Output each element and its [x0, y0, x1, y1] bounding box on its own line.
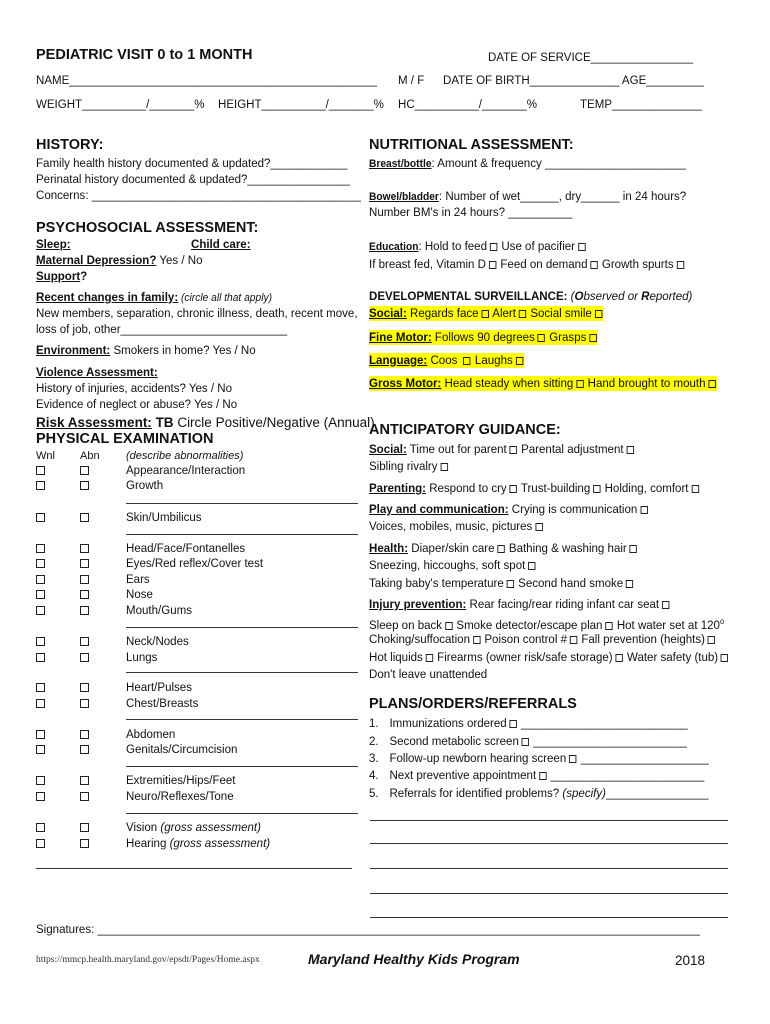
developmental-heading-row [369, 289, 692, 304]
plan-item-4-number: 4. [369, 768, 379, 782]
describe-column-header: (describe abnormalities) [126, 450, 244, 462]
exam-notes-line-growth[interactable] [126, 503, 358, 504]
dev-social-label: Social: [369, 306, 407, 320]
dev-gross-motor-row [369, 376, 717, 391]
abn-checkbox-chest-breasts[interactable] [80, 699, 89, 708]
follows-90-checkbox[interactable] [538, 334, 545, 342]
support-label: Support [36, 269, 81, 283]
injury-prevention-row [369, 597, 670, 612]
crying-checkbox[interactable] [640, 506, 647, 514]
sex-field[interactable]: M / F [398, 73, 425, 87]
choking-row [369, 632, 716, 647]
smoke-detector-text: Smoke detector/escape plan [453, 618, 603, 633]
gross-motor-label: Gross Motor: [369, 376, 442, 390]
wnl-checkbox-head-face-fontanelles[interactable] [36, 544, 45, 553]
plan-item-3-line[interactable]: ____________________ [577, 751, 709, 765]
temp-field[interactable]: TEMP______________ [580, 97, 702, 111]
exam-item-heart-pulses: Heart/Pulses [126, 680, 192, 694]
plan-item-3-number: 3. [369, 751, 379, 765]
car-seat-checkbox[interactable] [662, 601, 669, 609]
social-smile-checkbox[interactable] [595, 310, 602, 318]
abn-checkbox-abdomen[interactable] [80, 730, 89, 739]
plan-item-5-text: Referrals for identified problems? [389, 786, 563, 800]
exam-item-vision [126, 820, 261, 835]
laughs-text: Laughs [471, 353, 513, 367]
exam-item-head-face-fontanelles: Head/Face/Fontanelles [126, 541, 246, 555]
hot-water-text: Hot water set at 120 [613, 618, 720, 633]
sibling-rivalry-text: Sibling rivalry [369, 459, 438, 473]
wnl-checkbox-appearance-interaction[interactable] [36, 466, 45, 475]
abn-checkbox-lungs[interactable] [80, 653, 89, 662]
exam-item-chest-breasts: Chest/Breasts [126, 696, 199, 710]
language-label: Language: [369, 353, 428, 367]
plan-notes-line-4[interactable] [370, 893, 728, 894]
abn-checkbox-mouth-gums[interactable] [80, 606, 89, 615]
reported-text: eported) [649, 289, 693, 303]
alert-text: Alert [489, 306, 516, 320]
diaper-checkbox[interactable] [497, 545, 504, 553]
recent-changes-note: (circle all that apply) [178, 292, 272, 304]
respond-to-cry-text: Respond to cry [425, 481, 507, 495]
ag-social-row [369, 442, 635, 457]
dob-age-field[interactable]: DATE OF BIRTH______________ AGE_________ [443, 73, 704, 87]
maternal-depression-row [36, 253, 203, 268]
unattended-text: Don't leave unattended [369, 667, 488, 681]
vitamin-d-checkbox[interactable] [489, 261, 496, 269]
crying-text: Crying is communication [508, 502, 638, 516]
parental-adjustment-checkbox[interactable] [626, 446, 633, 454]
plan-notes-line-2[interactable] [370, 843, 728, 844]
plan-item-2-text: Second metabolic screen [389, 734, 519, 748]
laughs-checkbox[interactable] [516, 357, 523, 365]
concerns-line[interactable]: Concerns: __________________________________________ [36, 188, 361, 202]
risk-assessment-text[interactable]: Circle Positive/Negative (Annual) [173, 415, 375, 430]
hold-to-feed-text: : Hold to feed [418, 239, 487, 253]
page-title: PEDIATRIC VISIT 0 to 1 MONTH [36, 47, 253, 63]
program-name: Maryland Healthy Kids Program [308, 951, 520, 967]
temperature-checkbox[interactable] [507, 580, 514, 588]
abn-checkbox-head-face-fontanelles[interactable] [80, 544, 89, 553]
play-label: Play and communication: [369, 502, 509, 516]
hot-liquids-text: Hot liquids [369, 650, 423, 664]
pacifier-text: Use of pacifier [498, 239, 576, 253]
time-out-text: Time out for parent [406, 442, 507, 456]
choking-text: Choking/suffocation [369, 632, 471, 646]
abn-checkbox-neuro-reflexes-tone[interactable] [80, 792, 89, 801]
wnl-checkbox-neuro-reflexes-tone[interactable] [36, 792, 45, 801]
breast-bottle-label: Breast/bottle [369, 158, 432, 170]
exam-item-mouth-gums: Mouth/Gums [126, 603, 192, 617]
bowel-bladder-label: Bowel/bladder [369, 191, 439, 203]
exam-item-skin-umbilicus: Skin/Umbilicus [126, 510, 202, 524]
sibling-rivalry-row [369, 459, 449, 474]
observed-text: bserved or [583, 289, 642, 303]
dev-language-row [369, 353, 524, 368]
injury-prevention-label: Injury prevention: [369, 597, 467, 611]
source-url: https://mmcp.health.maryland.gov/epsdt/Pages/Home.aspx [36, 955, 260, 965]
plan-item-1-checkbox[interactable] [509, 720, 516, 728]
dev-fine-motor-row [369, 330, 598, 345]
wnl-checkbox-skin-umbilicus[interactable] [36, 513, 45, 522]
environment-row [36, 343, 256, 358]
reported-initial: R [641, 289, 650, 303]
wnl-checkbox-vision[interactable] [36, 823, 45, 832]
smoke-detector-checkbox[interactable] [605, 622, 612, 630]
tb-label: TB [151, 415, 174, 430]
trust-building-text: Trust-building [517, 481, 591, 495]
wnl-checkbox-extremities-hips-feet[interactable] [36, 776, 45, 785]
abn-checkbox-hearing[interactable] [80, 839, 89, 848]
plan-item-2 [369, 734, 687, 749]
abn-column-header: Abn [80, 450, 100, 462]
plan-item-5-line[interactable]: ________________ [605, 786, 709, 800]
exam-item-hearing [126, 836, 270, 851]
exam-item-note-hearing: (gross assessment) [166, 836, 271, 850]
risk-assessment-label: Risk Assessment: [36, 415, 152, 430]
support-row [36, 269, 87, 284]
second-hand-smoke-text: Second hand smoke [514, 576, 624, 590]
fall-prevention-checkbox[interactable] [708, 636, 715, 644]
recent-changes-label: Recent changes in family: [36, 290, 179, 304]
exam-item-abdomen: Abdomen [126, 727, 176, 741]
physical-exam-heading: PHYSICAL EXAMINATION [36, 431, 214, 447]
nutritional-heading: NUTRITIONAL ASSESSMENT: [369, 137, 574, 153]
water-safety-text: Water safety (tub) [623, 650, 719, 664]
plan-item-3-text: Follow-up newborn hearing screen [389, 751, 567, 765]
holding-comfort-checkbox[interactable] [691, 485, 698, 493]
health-row [369, 541, 638, 556]
temperature-row [369, 576, 634, 591]
trust-building-checkbox[interactable] [593, 485, 600, 493]
exam-item-eyes-red-reflex-cover-test: Eyes/Red reflex/Cover test [126, 556, 264, 570]
water-safety-checkbox[interactable] [721, 654, 728, 662]
exam-notes-line-neuro-reflexes-tone[interactable] [126, 813, 358, 814]
holding-comfort-text: Holding, comfort [601, 481, 689, 495]
injuries-question[interactable]: History of injuries, accidents? Yes / No [36, 381, 232, 395]
fall-prevention-text: Fall prevention (heights) [578, 632, 705, 646]
recent-changes-other[interactable]: loss of job, other__________________________ [36, 322, 288, 336]
poison-control-text: Poison control # [481, 632, 568, 646]
exam-item-neuro-reflexes-tone: Neuro/Reflexes/Tone [126, 789, 234, 803]
plan-item-5-number: 5. [369, 786, 379, 800]
parenting-label: Parenting: [369, 481, 426, 495]
exam-notes-line-skin-umbilicus[interactable] [126, 534, 358, 535]
wnl-checkbox-hearing[interactable] [36, 839, 45, 848]
exam-item-neck-nodes: Neck/Nodes [126, 634, 189, 648]
growth-spurts-checkbox[interactable] [676, 261, 683, 269]
hand-to-mouth-checkbox[interactable] [708, 380, 715, 388]
date-of-service-field[interactable]: DATE OF SERVICE________________ [488, 50, 694, 64]
fine-motor-label: Fine Motor: [369, 330, 432, 344]
abn-checkbox-nose[interactable] [80, 590, 89, 599]
time-out-checkbox[interactable] [510, 446, 517, 454]
regards-face-text: Regards face [406, 306, 479, 320]
hold-to-feed-checkbox[interactable] [490, 243, 497, 251]
feed-on-demand-text: Feed on demand [497, 257, 588, 271]
plan-item-3-checkbox[interactable] [569, 755, 576, 763]
sneezing-text: Sneezing, hiccoughs, soft spot [369, 558, 526, 572]
sleep-on-back-row [369, 614, 724, 633]
head-steady-text: Head steady when sitting [441, 376, 574, 390]
voices-checkbox[interactable] [535, 523, 542, 531]
abn-checkbox-growth[interactable] [80, 481, 89, 490]
wnl-checkbox-nose[interactable] [36, 590, 45, 599]
grasps-text: Grasps [546, 330, 587, 344]
plan-item-4-text: Next preventive appointment [389, 768, 537, 782]
abn-checkbox-extremities-hips-feet[interactable] [80, 776, 89, 785]
plan-item-5-specify: (specify) [562, 786, 606, 800]
health-label: Health: [369, 541, 409, 555]
plan-item-1-line[interactable]: __________________________ [517, 716, 688, 730]
developmental-heading: DEVELOPMENTAL SURVEILLANCE: [369, 289, 568, 303]
exam-notes-line-genitals-circumcision[interactable] [126, 766, 358, 767]
violence-assessment-label: Violence Assessment: [36, 365, 158, 379]
developmental-note-open: ( [567, 289, 575, 303]
plan-item-3 [369, 751, 709, 766]
form-year: 2018 [675, 953, 706, 968]
diaper-text: Diaper/skin care [408, 541, 495, 555]
sleep-on-back-text: Sleep on back [369, 618, 443, 633]
grasps-checkbox[interactable] [589, 334, 596, 342]
bowel-bladder-row [369, 189, 686, 205]
bms-line[interactable]: Number BM's in 24 hours? __________ [369, 205, 573, 219]
plan-notes-line-1[interactable] [370, 820, 728, 821]
abn-checkbox-neck-nodes[interactable] [80, 637, 89, 646]
vitamin-d-row [369, 257, 685, 272]
plan-item-1-number: 1. [369, 716, 379, 730]
parenting-row [369, 481, 700, 496]
car-seat-text: Rear facing/rear riding infant car seat [466, 597, 660, 611]
wnl-checkbox-genitals-circumcision[interactable] [36, 745, 45, 754]
exam-item-lungs: Lungs [126, 650, 158, 664]
exam-notes-line-mouth-gums[interactable] [126, 627, 358, 628]
voices-row [369, 519, 543, 534]
exam-item-extremities-hips-feet: Extremities/Hips/Feet [126, 773, 236, 787]
education-label: Education [369, 241, 419, 253]
sneezing-checkbox[interactable] [528, 562, 535, 570]
plan-item-4-line[interactable]: ________________________ [547, 768, 705, 782]
perinatal-history-line[interactable]: Perinatal history documented & updated?________________ [36, 172, 350, 186]
wnl-checkbox-chest-breasts[interactable] [36, 699, 45, 708]
signatures-line[interactable]: Signatures: ______________________________________________________________________________________________ [36, 922, 700, 936]
bathing-checkbox[interactable] [630, 545, 637, 553]
child-care-label: Child care: [191, 237, 251, 251]
coos-checkbox[interactable] [463, 357, 470, 365]
plan-item-2-checkbox[interactable] [522, 738, 529, 746]
plans-heading: PLANS/ORDERS/REFERRALS [369, 696, 577, 712]
exam-notes-line-lungs[interactable] [126, 672, 358, 673]
wnl-checkbox-growth[interactable] [36, 481, 45, 490]
firearms-text: Firearms (owner risk/safe storage) [433, 650, 613, 664]
maternal-depression-answer[interactable]: Yes / No [156, 253, 203, 267]
abn-checkbox-eyes-red-reflex-cover-test[interactable] [80, 559, 89, 568]
wnl-checkbox-ears[interactable] [36, 575, 45, 584]
abn-checkbox-skin-umbilicus[interactable] [80, 513, 89, 522]
observed-initial: O [574, 289, 584, 303]
plan-notes-line-5[interactable] [370, 917, 728, 918]
alert-checkbox[interactable] [519, 310, 526, 318]
feed-on-demand-checkbox[interactable] [590, 261, 597, 269]
wnl-checkbox-lungs[interactable] [36, 653, 45, 662]
hand-to-mouth-text: Hand brought to mouth [584, 376, 706, 390]
plan-item-2-number: 2. [369, 734, 379, 748]
hc-field[interactable]: HC__________/_______% [398, 97, 538, 111]
temperature-text: Taking baby's temperature [369, 576, 504, 590]
plan-item-1 [369, 716, 688, 731]
abn-checkbox-genitals-circumcision[interactable] [80, 745, 89, 754]
degree-mark: o [719, 617, 725, 626]
recent-changes-row [36, 290, 272, 306]
vitamin-d-text: If breast fed, Vitamin D [369, 257, 487, 271]
risk-assessment-row [36, 415, 375, 430]
abn-checkbox-ears[interactable] [80, 575, 89, 584]
plan-item-5 [369, 786, 708, 801]
follows-90-text: Follows 90 degrees [431, 330, 535, 344]
growth-spurts-text: Growth spurts [598, 257, 674, 271]
wnl-checkbox-eyes-red-reflex-cover-test[interactable] [36, 559, 45, 568]
choking-checkbox[interactable] [473, 636, 480, 644]
head-steady-checkbox[interactable] [576, 380, 583, 388]
sleep-label: Sleep: [36, 237, 71, 251]
second-hand-smoke-checkbox[interactable] [626, 580, 633, 588]
hot-liquids-checkbox[interactable] [426, 654, 433, 662]
education-row [369, 239, 586, 255]
environment-text[interactable]: Smokers in home? Yes / No [110, 343, 256, 357]
play-row [369, 502, 648, 517]
neglect-question[interactable]: Evidence of neglect or abuse? Yes / No [36, 397, 238, 411]
environment-label: Environment: [36, 343, 111, 357]
wnl-checkbox-neck-nodes[interactable] [36, 637, 45, 646]
support-question: ? [80, 269, 88, 283]
wnl-column-header: Wnl [36, 450, 55, 462]
poison-control-checkbox[interactable] [570, 636, 577, 644]
plan-notes-line-3[interactable] [370, 868, 728, 869]
name-field[interactable]: NAME________________________________________________ [36, 73, 377, 87]
voices-text: Voices, mobiles, music, pictures [369, 519, 533, 533]
breast-bottle-text[interactable]: : Amount & frequency ______________________ [431, 156, 686, 170]
wnl-checkbox-mouth-gums[interactable] [36, 606, 45, 615]
height-field[interactable]: HEIGHT__________/_______% [218, 97, 384, 111]
wnl-checkbox-heart-pulses[interactable] [36, 683, 45, 692]
recent-changes-options[interactable]: New members, separation, chronic illness, death, recent move, [36, 306, 358, 320]
exam-notes-line-final[interactable] [36, 868, 352, 869]
hot-liquids-row [369, 650, 729, 665]
plan-item-4-checkbox[interactable] [539, 772, 546, 780]
exam-notes-line-chest-breasts[interactable] [126, 719, 358, 720]
sleep-on-back-checkbox[interactable] [445, 622, 452, 630]
bowel-bladder-text[interactable]: : Number of wet______, dry______ in 24 hours? [438, 189, 687, 203]
abn-checkbox-heart-pulses[interactable] [80, 683, 89, 692]
exam-item-appearance-interaction: Appearance/Interaction [126, 463, 246, 477]
sibling-rivalry-checkbox[interactable] [440, 463, 447, 471]
social-smile-text: Social smile [527, 306, 592, 320]
exam-item-note-vision: (gross assessment) [157, 820, 261, 834]
abn-checkbox-appearance-interaction[interactable] [80, 466, 89, 475]
firearms-checkbox[interactable] [615, 654, 622, 662]
parental-adjustment-text: Parental adjustment [517, 442, 624, 456]
respond-to-cry-checkbox[interactable] [509, 485, 516, 493]
sneezing-row [369, 558, 536, 573]
family-history-line[interactable]: Family health history documented & updated?____________ [36, 156, 348, 170]
exam-item-growth: Growth [126, 478, 164, 492]
exam-item-ears: Ears [126, 572, 150, 586]
wnl-checkbox-abdomen[interactable] [36, 730, 45, 739]
exam-item-label-hearing: Hearing [126, 836, 167, 850]
pacifier-checkbox[interactable] [578, 243, 585, 251]
regards-face-checkbox[interactable] [481, 310, 488, 318]
exam-item-label-vision: Vision [126, 820, 158, 834]
ag-social-label: Social: [369, 442, 407, 456]
exam-item-nose: Nose [126, 587, 153, 601]
abn-checkbox-vision[interactable] [80, 823, 89, 832]
plan-item-2-line[interactable]: ________________________ [530, 734, 688, 748]
exam-item-genitals-circumcision: Genitals/Circumcision [126, 742, 238, 756]
dev-social-row [369, 306, 603, 321]
bathing-text: Bathing & washing hair [505, 541, 627, 555]
anticipatory-heading: ANTICIPATORY GUIDANCE: [369, 422, 561, 438]
history-heading: HISTORY: [36, 137, 104, 153]
maternal-depression-label: Maternal Depression? [36, 253, 157, 267]
weight-field[interactable]: WEIGHT__________/_______% [36, 97, 205, 111]
plan-item-1-text: Immunizations ordered [389, 716, 507, 730]
plan-item-4 [369, 768, 704, 783]
coos-text: Coos [427, 353, 461, 367]
breast-bottle-row [369, 156, 686, 172]
psychosocial-heading: PSYCHOSOCIAL ASSESSMENT: [36, 220, 259, 236]
